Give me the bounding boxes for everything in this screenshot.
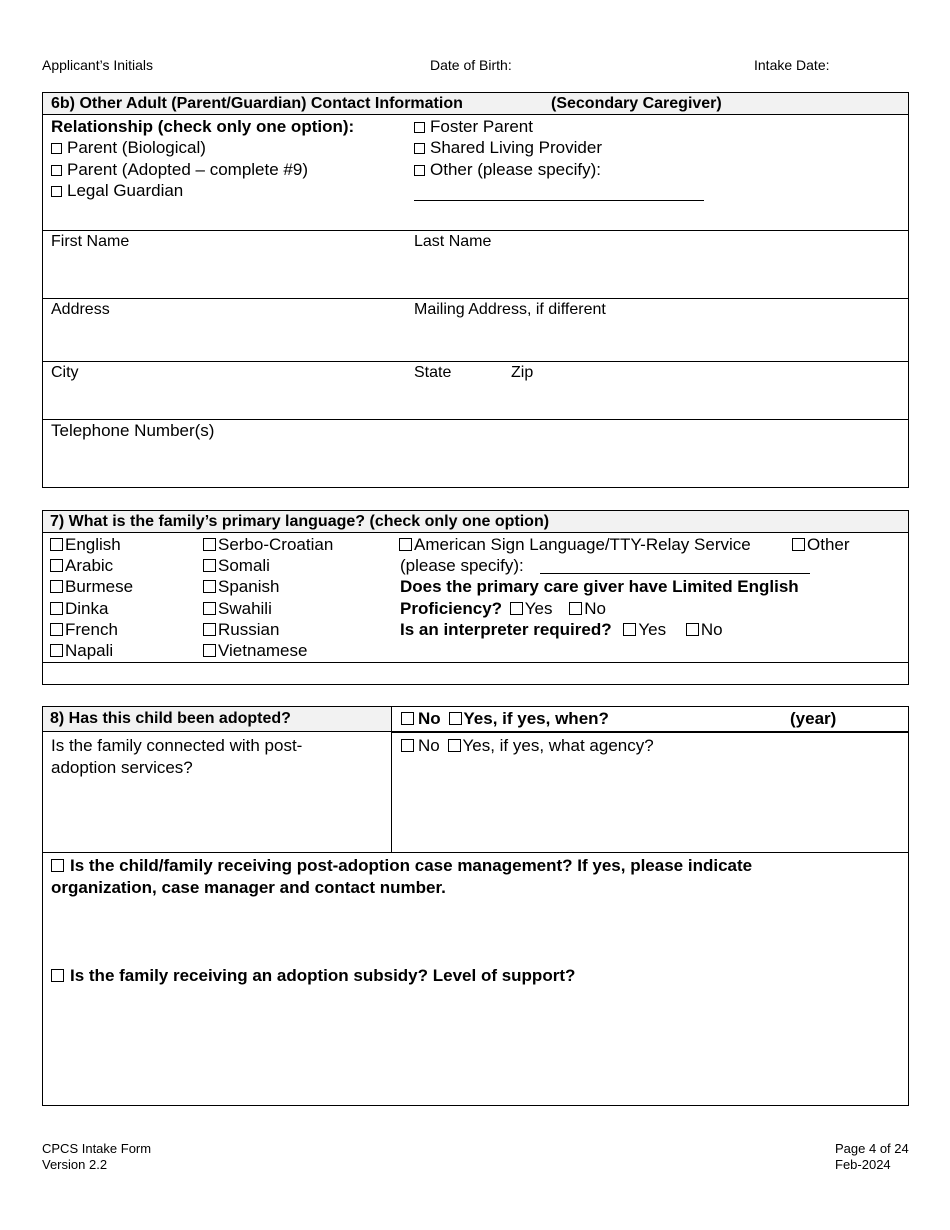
checkbox-icon[interactable] [401,739,414,752]
checkbox-icon[interactable] [50,580,63,593]
footer-right [835,1141,909,1173]
checkbox-icon[interactable] [51,143,62,154]
checkbox-icon[interactable] [203,559,216,572]
city-label: City [51,364,79,381]
applicant-initials-label: Applicant’s Initials [42,57,154,73]
checkbox-icon[interactable] [686,623,699,636]
relationship-option[interactable]: Other (please specify): [414,159,601,180]
footer-date: Feb-2024 [835,1157,891,1172]
post-adoption-question-line1: Is the family connected with post- [51,736,303,755]
footer-left [42,1141,151,1173]
subsidy-row [51,965,575,986]
language-option[interactable]: French [50,619,118,640]
checkbox-icon[interactable] [203,580,216,593]
checkbox-icon[interactable] [449,712,462,725]
interpreter-row [400,619,723,640]
checkbox-icon[interactable] [51,859,64,872]
language-option[interactable]: Arabic [50,555,113,576]
language-option[interactable]: Somali [203,555,270,576]
section-7-title-bar [43,511,908,532]
section-6b-title-suffix: (Secondary Caregiver) [551,95,722,112]
post-adoption-question-line2: adoption services? [51,758,193,777]
language-option[interactable]: Vietnamese [203,640,307,661]
checkbox-icon[interactable] [448,739,461,752]
interpreter-no-label: No [700,620,723,639]
checkbox-icon[interactable] [623,623,636,636]
intake-date-label: Intake Date: [754,57,830,73]
section-7-title: 7) What is the family’s primary language? (check only one option) [50,513,550,530]
relationship-label: Relationship (check only one option): [51,117,355,136]
last-name-label: Last Name [414,233,492,250]
telephone-label: Telephone Number(s) [51,421,215,440]
language-option[interactable]: Napali [50,640,113,661]
checkbox-icon[interactable] [51,186,62,197]
lep-answer-row: Proficiency? Yes No [400,599,606,618]
interpreter-question: Is an interpreter required? [400,620,612,639]
language-option[interactable]: Russian [203,619,279,640]
checkbox-icon[interactable] [51,165,62,176]
agency-no-label: No [418,736,440,755]
relationship-option[interactable]: Parent (Biological) [51,137,206,158]
section-8-title: 8) Has this child been adopted? [50,710,291,727]
checkbox-icon[interactable] [510,602,523,615]
checkbox-icon[interactable] [569,602,582,615]
relationship-option[interactable]: Parent (Adopted – complete #9) [51,159,308,180]
checkbox-icon[interactable] [203,644,216,657]
checkbox-icon[interactable] [401,712,414,725]
state-label: State [414,364,452,381]
agency-answer-row [401,735,654,756]
footer-page: Page 4 of 24 [835,1141,909,1156]
relationship-option[interactable]: Shared Living Provider [414,137,602,158]
mailing-address-label: Mailing Address, if different [414,301,606,318]
checkbox-icon[interactable] [50,644,63,657]
date-of-birth-label: Date of Birth: [430,57,512,73]
subsidy-question: Is the family receiving an adoption subsidy? Level of support? [70,966,576,985]
footer-version: Version 2.2 [42,1157,108,1172]
language-option[interactable]: Spanish [203,576,279,597]
checkbox-icon[interactable] [50,559,63,572]
checkbox-icon[interactable] [414,122,425,133]
interpreter-yes-label: Yes [638,620,667,639]
case-management-row [51,855,752,876]
language-option-other[interactable]: Other [792,534,850,555]
checkbox-icon[interactable] [51,969,64,982]
year-label: (year) [790,709,837,728]
section-6b-title: 6b) Other Adult (Parent/Guardian) Contact Information [51,95,463,112]
section-6b-title-bar [43,93,908,114]
case-management-question-line2: organization, case manager and contact number. [51,878,446,897]
other-specify-label: (please specify): [400,556,524,575]
first-name-label: First Name [51,233,130,250]
language-option[interactable]: Dinka [50,598,108,619]
checkbox-icon[interactable] [50,538,63,551]
other-specify-line[interactable] [414,200,704,201]
adopted-yes-label: Yes, if yes, when? [463,709,609,728]
checkbox-icon[interactable] [399,538,412,551]
language-option-asl[interactable]: American Sign Language/TTY-Relay Service [399,534,751,555]
lep-question: Does the primary care giver have Limited English [400,577,799,596]
zip-label: Zip [511,364,534,381]
checkbox-icon[interactable] [414,143,425,154]
lep-no-label: No [584,599,606,618]
checkbox-icon[interactable] [792,538,805,551]
relationship-option[interactable]: Foster Parent [414,116,533,137]
language-option[interactable]: Burmese [50,576,133,597]
agency-yes-label: Yes, if yes, what agency? [462,736,654,755]
checkbox-icon[interactable] [203,623,216,636]
lep-yes-label: Yes [524,599,553,618]
case-management-question: Is the child/family receiving post-adoption case management? If yes, please indicate [70,856,753,875]
adopted-no-label: No [418,709,441,728]
language-option[interactable]: Serbo-Croatian [203,534,333,555]
section-8-title-bar [43,707,391,731]
language-option[interactable]: English [50,534,121,555]
checkbox-icon[interactable] [50,602,63,615]
checkbox-icon[interactable] [50,623,63,636]
checkbox-icon[interactable] [203,538,216,551]
language-option[interactable]: Swahili [203,598,272,619]
adopted-answer-row [401,708,609,729]
address-label: Address [51,301,110,318]
relationship-option[interactable]: Legal Guardian [51,180,183,201]
footer-form-name: CPCS Intake Form [42,1141,152,1156]
checkbox-icon[interactable] [414,165,425,176]
other-language-line[interactable] [540,573,810,574]
checkbox-icon[interactable] [203,602,216,615]
